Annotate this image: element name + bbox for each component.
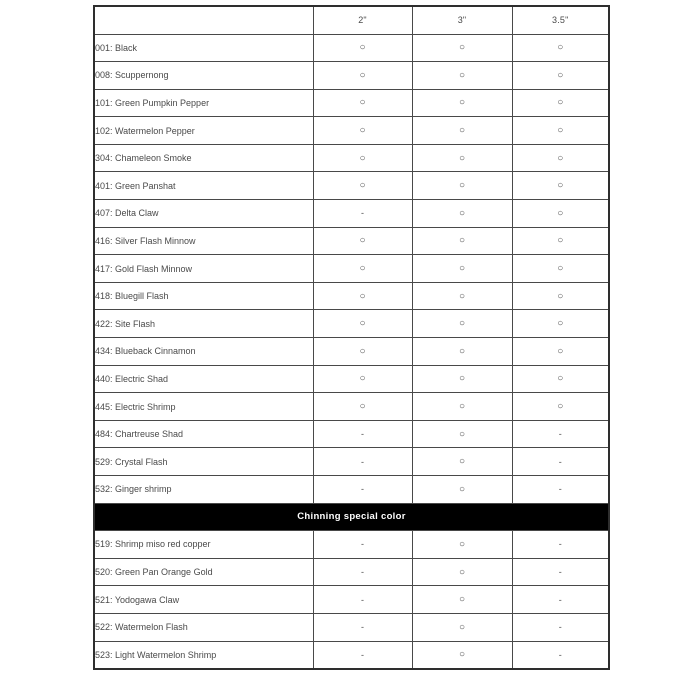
available-mark: ○ bbox=[412, 282, 512, 310]
table-row bbox=[94, 227, 609, 255]
available-mark: ○ bbox=[412, 34, 512, 62]
color-name-cell: 418: Bluegill Flash bbox=[94, 282, 313, 310]
available-mark: ○ bbox=[313, 62, 412, 90]
table-row bbox=[94, 200, 609, 228]
available-mark: ○ bbox=[512, 365, 609, 393]
available-mark: ○ bbox=[313, 144, 412, 172]
table-row bbox=[94, 338, 609, 366]
available-mark: ○ bbox=[512, 89, 609, 117]
unavailable-mark: - bbox=[512, 476, 609, 504]
unavailable-mark: - bbox=[313, 476, 412, 504]
available-mark: ○ bbox=[512, 172, 609, 200]
color-name-cell: 407: Delta Claw bbox=[94, 200, 313, 228]
size-header-2in: 2" bbox=[313, 6, 412, 34]
available-mark: ○ bbox=[412, 393, 512, 421]
table-row bbox=[94, 448, 609, 476]
size-header-3-5in: 3.5" bbox=[512, 6, 609, 34]
color-name-cell: 434: Blueback Cinnamon bbox=[94, 338, 313, 366]
table-row bbox=[94, 117, 609, 145]
unavailable-mark: - bbox=[313, 613, 412, 641]
table-row bbox=[94, 282, 609, 310]
table-row bbox=[94, 558, 609, 586]
unavailable-mark: - bbox=[512, 531, 609, 559]
available-mark: ○ bbox=[412, 531, 512, 559]
available-mark: ○ bbox=[512, 200, 609, 228]
table-row bbox=[94, 172, 609, 200]
available-mark: ○ bbox=[412, 310, 512, 338]
table-row bbox=[94, 34, 609, 62]
available-mark: ○ bbox=[412, 476, 512, 504]
color-name-cell: 008: Scuppernong bbox=[94, 62, 313, 90]
available-mark: ○ bbox=[412, 558, 512, 586]
header-row bbox=[94, 6, 609, 34]
color-name-cell: 529: Crystal Flash bbox=[94, 448, 313, 476]
table-row bbox=[94, 310, 609, 338]
color-name-cell: 445: Electric Shrimp bbox=[94, 393, 313, 421]
available-mark: ○ bbox=[313, 227, 412, 255]
table-body bbox=[94, 34, 609, 669]
available-mark: ○ bbox=[512, 34, 609, 62]
unavailable-mark: - bbox=[313, 420, 412, 448]
available-mark: ○ bbox=[512, 255, 609, 283]
available-mark: ○ bbox=[313, 393, 412, 421]
section-banner-label: Chinning special color bbox=[94, 503, 609, 531]
table-row bbox=[94, 89, 609, 117]
color-name-cell: 401: Green Panshat bbox=[94, 172, 313, 200]
available-mark: ○ bbox=[412, 200, 512, 228]
available-mark: ○ bbox=[313, 338, 412, 366]
unavailable-mark: - bbox=[313, 200, 412, 228]
available-mark: ○ bbox=[313, 89, 412, 117]
color-name-cell: 102: Watermelon Pepper bbox=[94, 117, 313, 145]
unavailable-mark: - bbox=[512, 420, 609, 448]
available-mark: ○ bbox=[313, 34, 412, 62]
table-row bbox=[94, 476, 609, 504]
color-name-cell: 522: Watermelon Flash bbox=[94, 613, 313, 641]
available-mark: ○ bbox=[512, 62, 609, 90]
table-header bbox=[94, 6, 609, 34]
table-row bbox=[94, 531, 609, 559]
available-mark: ○ bbox=[512, 338, 609, 366]
available-mark: ○ bbox=[313, 282, 412, 310]
available-mark: ○ bbox=[313, 172, 412, 200]
section-banner-row bbox=[94, 503, 609, 531]
color-name-cell: 484: Chartreuse Shad bbox=[94, 420, 313, 448]
available-mark: ○ bbox=[512, 227, 609, 255]
unavailable-mark: - bbox=[512, 613, 609, 641]
color-name-cell: 304: Chameleon Smoke bbox=[94, 144, 313, 172]
size-header-3in: 3" bbox=[412, 6, 512, 34]
available-mark: ○ bbox=[512, 144, 609, 172]
table-row bbox=[94, 144, 609, 172]
table-row bbox=[94, 62, 609, 90]
color-name-cell: 521: Yodogawa Claw bbox=[94, 586, 313, 614]
corner-cell bbox=[94, 6, 313, 34]
available-mark: ○ bbox=[412, 144, 512, 172]
color-name-cell: 001: Black bbox=[94, 34, 313, 62]
available-mark: ○ bbox=[412, 338, 512, 366]
color-name-cell: 417: Gold Flash Minnow bbox=[94, 255, 313, 283]
available-mark: ○ bbox=[512, 310, 609, 338]
table-row bbox=[94, 586, 609, 614]
unavailable-mark: - bbox=[313, 531, 412, 559]
color-name-cell: 440: Electric Shad bbox=[94, 365, 313, 393]
available-mark: ○ bbox=[412, 172, 512, 200]
color-name-cell: 101: Green Pumpkin Pepper bbox=[94, 89, 313, 117]
available-mark: ○ bbox=[412, 613, 512, 641]
color-name-cell: 519: Shrimp miso red copper bbox=[94, 531, 313, 559]
color-size-availability-table bbox=[93, 5, 610, 670]
color-name-cell: 520: Green Pan Orange Gold bbox=[94, 558, 313, 586]
available-mark: ○ bbox=[412, 255, 512, 283]
available-mark: ○ bbox=[313, 365, 412, 393]
unavailable-mark: - bbox=[512, 641, 609, 669]
available-mark: ○ bbox=[412, 448, 512, 476]
table-row bbox=[94, 255, 609, 283]
table-row bbox=[94, 365, 609, 393]
color-name-cell: 523: Light Watermelon Shrimp bbox=[94, 641, 313, 669]
unavailable-mark: - bbox=[313, 641, 412, 669]
available-mark: ○ bbox=[412, 62, 512, 90]
unavailable-mark: - bbox=[313, 586, 412, 614]
available-mark: ○ bbox=[313, 255, 412, 283]
table-row bbox=[94, 613, 609, 641]
color-name-cell: 422: Site Flash bbox=[94, 310, 313, 338]
unavailable-mark: - bbox=[512, 586, 609, 614]
available-mark: ○ bbox=[512, 393, 609, 421]
available-mark: ○ bbox=[412, 641, 512, 669]
available-mark: ○ bbox=[512, 117, 609, 145]
unavailable-mark: - bbox=[512, 448, 609, 476]
available-mark: ○ bbox=[313, 117, 412, 145]
available-mark: ○ bbox=[512, 282, 609, 310]
table-row bbox=[94, 393, 609, 421]
available-mark: ○ bbox=[412, 420, 512, 448]
color-name-cell: 532: Ginger shrimp bbox=[94, 476, 313, 504]
available-mark: ○ bbox=[412, 227, 512, 255]
unavailable-mark: - bbox=[512, 558, 609, 586]
table-row bbox=[94, 641, 609, 669]
unavailable-mark: - bbox=[313, 558, 412, 586]
table-row bbox=[94, 420, 609, 448]
available-mark: ○ bbox=[412, 117, 512, 145]
available-mark: ○ bbox=[412, 89, 512, 117]
available-mark: ○ bbox=[313, 310, 412, 338]
color-name-cell: 416: Silver Flash Minnow bbox=[94, 227, 313, 255]
available-mark: ○ bbox=[412, 586, 512, 614]
available-mark: ○ bbox=[412, 365, 512, 393]
unavailable-mark: - bbox=[313, 448, 412, 476]
